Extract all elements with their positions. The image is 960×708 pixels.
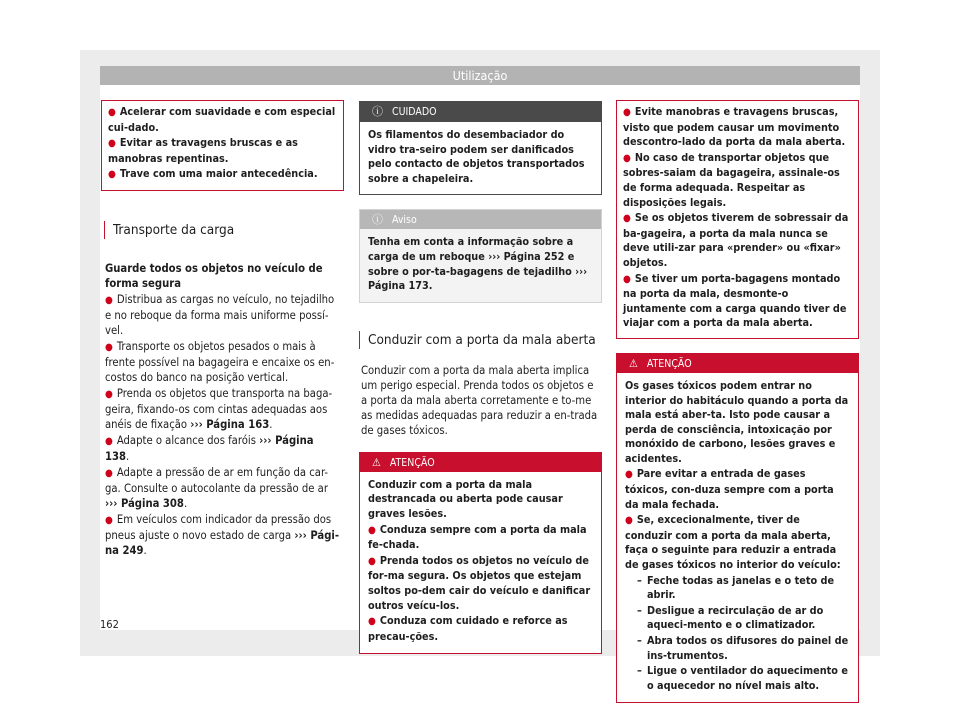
list-item: ● Trave com uma maior antecedência. xyxy=(108,167,318,181)
warning-continuation-box xyxy=(616,100,859,339)
column-3 xyxy=(616,100,859,703)
page-number: 162 xyxy=(100,618,119,631)
bullet-icon: ● xyxy=(368,524,376,536)
list-item: ● Em veículos com indicador da pressão dos pneus ajuste o novo estado de carga ››› Pági-na 249. xyxy=(105,512,340,557)
bullet-icon: ● xyxy=(108,107,116,118)
list-item: ● Pare evitar a entrada de gases tóxicos, con-duza sempre com a porta da mala fechada. xyxy=(625,467,834,511)
list-item: ● Prenda todos os objetos no veículo de for-ma segura. Os objetos que estejam soltos po-dem cair do veículo e danificar outros veícu-los. xyxy=(368,553,591,612)
column-2 xyxy=(359,101,602,654)
bullet-icon: ● xyxy=(623,152,631,164)
atencao-box xyxy=(616,353,859,703)
aviso-body: Tenha em conta a informação sobre a carga de um reboque ››› Página 252 e sobre o por-ta-bagagens de tejadilho ››› Página 173. xyxy=(368,235,588,293)
list-item: ● Evitar as travagens bruscas e as manobras repentinas. xyxy=(108,136,298,165)
cuidado-box xyxy=(359,101,602,195)
list-item: ● Evite manobras e travagens bruscas, visto que podem causar um movimento descontro-lado da porta da mala aberta. xyxy=(623,105,846,149)
list-item: ● Se tiver um porta-bagagens montado na porta da mala, desmonte-o juntamente com a carga quando tiver de viajar com a porta da mala aberta. xyxy=(623,271,847,330)
aviso-header: ⓘ Aviso xyxy=(360,210,601,229)
section-body xyxy=(101,261,344,558)
sub-list-item: – Abra todos os difusores do painel de ins-trumentos. xyxy=(637,634,849,662)
bullet-icon: ● xyxy=(623,273,631,285)
cuidado-body: Os filamentos do desembaciador do vidro tra-seiro podem ser danificados pelo contacto de objetos transportados sobre a chapeleira. xyxy=(368,128,585,185)
bullet-icon: ● xyxy=(108,138,116,150)
warning-triangle-icon: ⚠ xyxy=(372,455,381,469)
list-item: ● Conduza sempre com a porta da mala fe-chada. xyxy=(368,522,587,552)
cuidado-header: ⓘ CUIDADO xyxy=(360,102,601,122)
dash-icon: – xyxy=(637,664,642,678)
bullet-icon: ● xyxy=(625,515,633,527)
list-item: ● Transporte os objetos pesados o mais à frente possível na bagageira e encaixe os en-costos do banco na posição vertical. xyxy=(105,339,335,384)
page-link[interactable]: ››› Página 308 xyxy=(105,496,184,510)
bullet-icon: ● xyxy=(105,388,113,400)
page-link[interactable]: ››› Página 138 xyxy=(105,433,314,463)
atencao-box xyxy=(359,452,602,655)
dash-icon: – xyxy=(637,634,642,647)
sub-list-item: – Ligue o ventilador do aquecimento e o aquecedor no nível mais alto. xyxy=(637,664,848,692)
bullet-icon: ● xyxy=(105,467,113,479)
list-item: ● Adapte a pressão de ar em função da car-ga. Consulte o autocolante da pressão de ar ››› Página 308. xyxy=(105,465,329,510)
list-item: ● Conduza com cuidado e reforce as precau-ções. xyxy=(368,614,568,643)
bullet-icon: ● xyxy=(368,616,376,628)
bullet-icon: ● xyxy=(368,555,376,567)
atencao-body: Os gases tóxicos podem entrar no interior do habitáculo quando a porta da mala está aber-ta. Isto pode causar a perda de consciência, intoxicação por monóxido de carbono, lesões graves e acidentes. ● Pare evitar a entrada de gases tóxicos, con-duza sempre com a porta da mala fechada. ● Se, excecionalmente, tiver de conduzir com a porta da mala aberta, faça o seguinte para reduzir a entrada de gases tóxicos no interior do veículo: – Feche todas as janelas e o teto de abrir. – Desligue a recirculação de ar do aqueci-mento e o climatizador. – Abra todos os difusores do painel de ins-trumentos. – Ligue o ventilador do aquecimento e o aquecedor no nível mais alto. xyxy=(625,378,849,692)
page-link[interactable]: ››› Página 163 xyxy=(190,417,270,431)
bullet-icon: ● xyxy=(105,294,113,306)
bullet-icon: ● xyxy=(105,514,113,526)
list-item: ● No caso de transportar objetos que sobres-saiam da bagageira, assinale-os de forma adequada. Respeitar as disposições legais. xyxy=(623,150,840,209)
column-1 xyxy=(101,100,344,559)
sub-list-item: – Feche todas as janelas e o teto de abrir. xyxy=(637,573,835,602)
bullet-icon: ● xyxy=(623,213,631,225)
atencao-header: ⚠ ATENÇÃO xyxy=(617,354,858,373)
caution-circle-icon: ⓘ xyxy=(372,105,383,118)
list-item: ● Adapte o alcance dos faróis ››› Página 138. xyxy=(105,433,314,463)
list-item: ● Se os objetos tiverem de sobressair da ba-gageira, a porta da mala nunca se deve utili-zar para «prender» ou «fixar» objetos. xyxy=(623,211,849,269)
list-item: ● Se, excecionalmente, tiver de conduzir com a porta da mala aberta, faça o seguinte para reduzir a entrada de gases tóxicos no interior do veículo: xyxy=(625,513,841,572)
atencao-body: Conduzir com a porta da mala destrancada ou aberta pode causar graves lesões. ● Conduza sempre com a porta da mala fe-chada. ● Prenda todos os objetos no veículo de for-ma segura. Os objetos que estejam soltos po-dem cair do veículo e danificar outros veícu-los. ● Conduza com cuidado e reforce as precau-ções. xyxy=(360,472,601,654)
bullet-icon: ● xyxy=(108,169,116,181)
info-note-icon: ⓘ xyxy=(372,213,383,227)
list-item: ● Prenda os objetos que transporta na baga-geira, fixando-os com cintas adequadas aos anéis de fixação ››› Página 163. xyxy=(105,386,333,431)
page-link[interactable]: ››› Página 173 xyxy=(368,264,588,293)
page-header: Utilização xyxy=(100,66,860,85)
aviso-box xyxy=(359,209,602,302)
page-link[interactable]: ››› Página 252 xyxy=(488,249,565,263)
dash-icon: – xyxy=(637,573,642,587)
page-link[interactable]: ››› Pági-na 249 xyxy=(105,528,340,557)
bullet-icon: ● xyxy=(625,469,633,481)
list-item: ● Distribua as cargas no veículo, no tejadilho e no reboque da forma mais uniforme possí-vel. xyxy=(105,292,335,337)
warning-triangle-icon: ⚠ xyxy=(629,356,638,370)
section-title: Conduzir com a porta da mala aberta xyxy=(359,331,602,349)
list-item: ● Acelerar com suavidade e com especial cui-dado. xyxy=(108,105,336,134)
warning-continuation-box xyxy=(101,100,344,191)
sub-list-item: – Desligue a recirculação de ar do aqueci-mento e o climatizador. xyxy=(637,603,824,632)
bullet-icon: ● xyxy=(623,107,631,118)
dash-icon: – xyxy=(637,603,642,617)
paragraph: Conduzir com a porta da mala aberta implica um perigo especial. Prenda todos os objetos e a porta da mala aberta corretamente e to-me as medidas adequadas para reduzir a en-trada de gases tóxicos. xyxy=(361,363,598,437)
section-title: Transporte da carga xyxy=(104,221,344,239)
bullet-icon: ● xyxy=(105,435,113,447)
atencao-header: ⚠ ATENÇÃO xyxy=(360,453,601,472)
bullet-icon: ● xyxy=(105,341,113,353)
subtitle: Guarde todos os objetos no veículo de forma segura xyxy=(105,261,323,290)
